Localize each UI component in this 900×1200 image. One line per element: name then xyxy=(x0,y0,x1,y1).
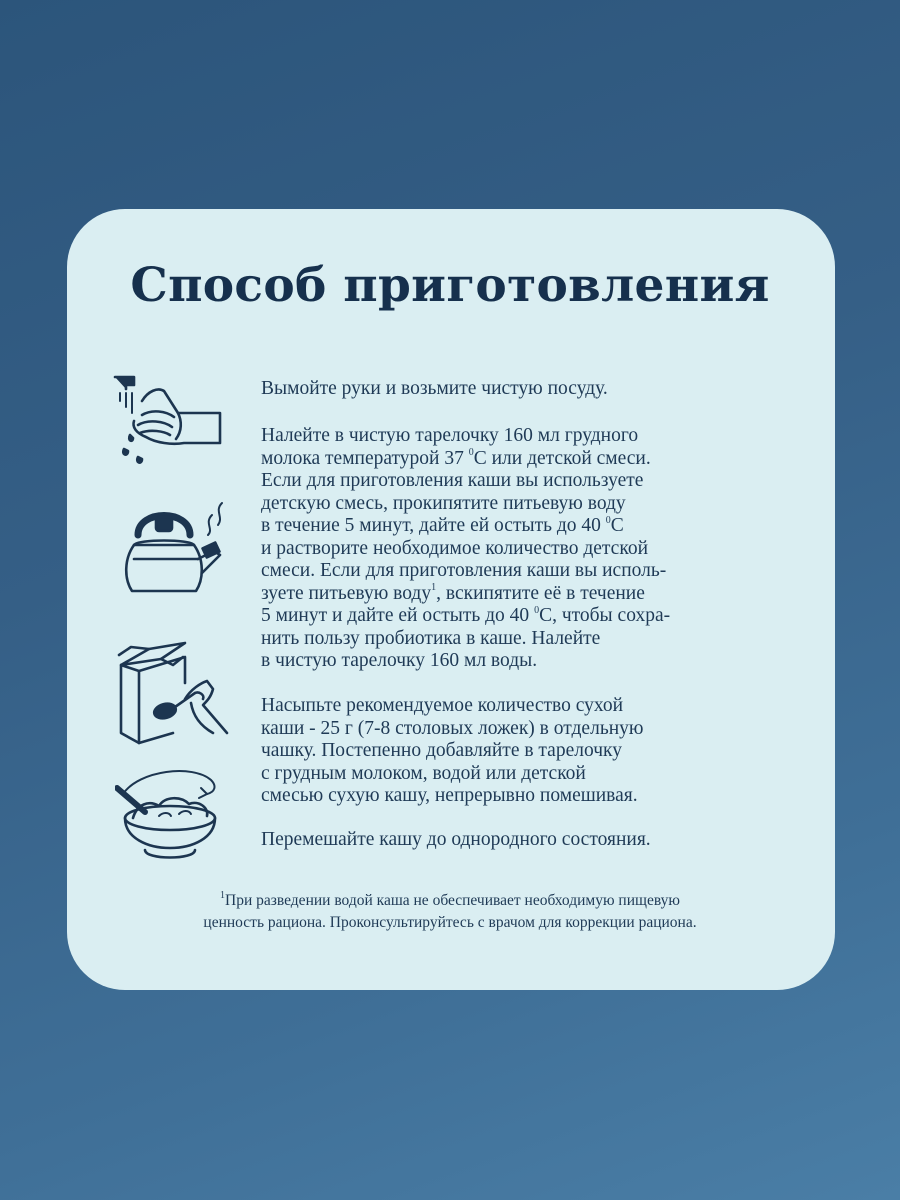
step-2-line: Если для приготовления каши вы используете xyxy=(261,470,644,491)
degree-mark: 0 xyxy=(605,514,611,526)
step-2-line: детскую смесь, прокипятите питьевую воду xyxy=(261,492,626,514)
step-2-line xyxy=(261,448,801,471)
step-3-line: чашку. Постепенно добавляйте в тарелочку xyxy=(261,740,622,761)
text-fragment: молока температурой 37 xyxy=(261,447,469,469)
step-2-line: смеси. Если для приготовления каши вы исполь- xyxy=(261,560,667,581)
step-1-line: Вымойте руки и возьмите чистую посуду. xyxy=(261,378,608,399)
text-fragment: С, чтобы сохра- xyxy=(539,605,671,626)
footnote-line: ценность рациона. Проконсультируйтесь с врачом для коррекции рациона. xyxy=(203,914,697,931)
footnote-marker: 1 xyxy=(220,889,226,901)
step-2-line: нить пользу пробиотика в каше. Налейте xyxy=(261,627,601,649)
text-fragment: С xyxy=(610,515,624,536)
footnote xyxy=(100,890,800,934)
step-2-line xyxy=(261,583,801,606)
step-3-text xyxy=(261,695,801,808)
step-1-text xyxy=(261,378,801,401)
porridge-bowl-icon xyxy=(115,766,235,870)
degree-mark: 0 xyxy=(534,604,540,616)
step-4-line: Перемешайте кашу до однородного состояния. xyxy=(261,829,651,850)
step-3-line: Насыпьте рекомендуемое количество сухой xyxy=(261,695,624,716)
step-2-line: в чистую тарелочку 160 мл воды. xyxy=(261,650,538,671)
text-fragment: С или детской смеси. xyxy=(473,447,651,469)
kettle-icon xyxy=(118,495,228,600)
step-3-line: смесью сухую кашу, непрерывно помешивая. xyxy=(261,785,638,806)
footnote-text: При разведении водой каша не обеспечивает необходимую пищевую xyxy=(225,892,680,909)
step-3-line: каши - 25 г (7-8 столовых ложек) в отдельную xyxy=(261,717,644,739)
text-fragment: в течение 5 минут, дайте ей остыть до 40 xyxy=(261,515,606,536)
degree-mark: 0 xyxy=(468,447,474,458)
step-2-line xyxy=(261,605,801,628)
step-2-text xyxy=(261,425,801,673)
step-2-line: и растворите необходимое количество детской xyxy=(261,537,649,559)
step-4-text xyxy=(261,829,801,852)
hand-washing-icon xyxy=(112,373,227,473)
cereal-box-spoon-icon xyxy=(115,635,233,745)
text-fragment: зуете питьевую воду xyxy=(261,582,432,604)
step-2-line xyxy=(261,515,801,538)
step-3-line: с грудным молоком, водой или детской xyxy=(261,762,586,784)
footnote-marker: 1 xyxy=(431,582,437,593)
footnote-line xyxy=(100,890,800,912)
step-2-line: Налейте в чистую тарелочку 160 мл грудного xyxy=(261,425,639,446)
text-fragment: 5 минут и дайте ей остыть до 40 xyxy=(261,605,535,626)
page-title: Способ приготовления xyxy=(130,258,770,313)
text-fragment: , вскипятите её в течение xyxy=(436,582,645,604)
